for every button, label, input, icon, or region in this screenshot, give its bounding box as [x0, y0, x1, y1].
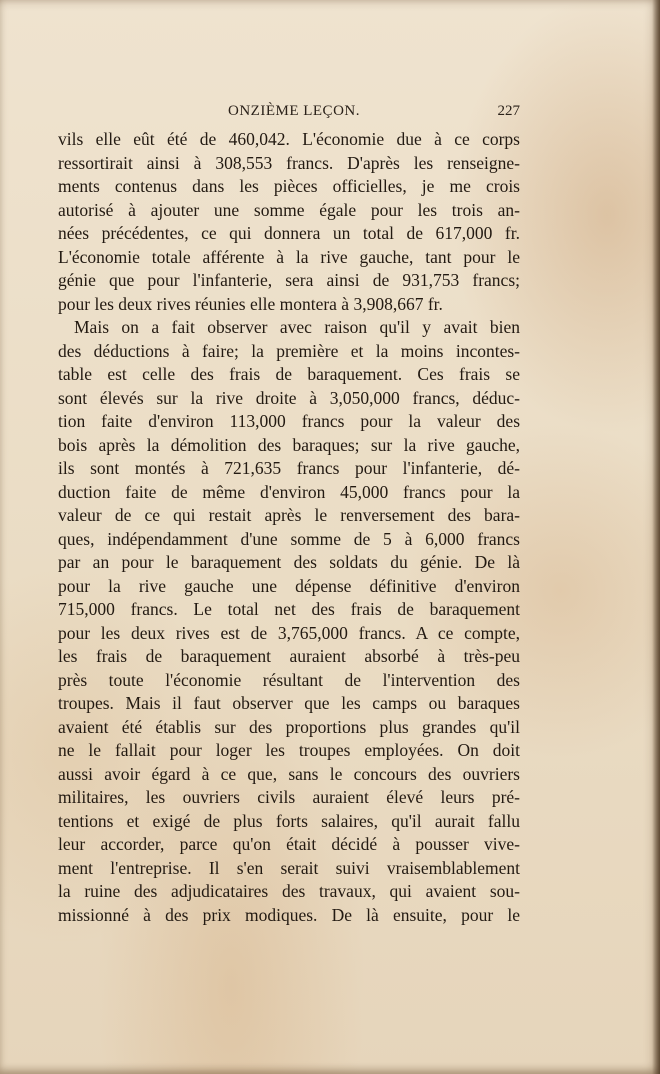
text-line: ne le fallait pour loger les troupes employées. On doit	[58, 740, 520, 760]
text-line: ques, indépendamment d'une somme de 5 à 6,000 francs	[58, 528, 520, 549]
text-line: ressortirait ainsi à 308,553 francs. D'après les renseigne-	[58, 152, 520, 173]
page-number: 227	[497, 103, 520, 119]
text-line: valeur de ce qui restait après le renversement des bara-	[58, 505, 520, 525]
text-line: génie que pour l'infanterie, sera ainsi de 931,753 francs;	[58, 270, 520, 290]
text-line: des déductions à faire; la première et la moins incontes-	[58, 340, 520, 361]
text-line: pour la rive gauche une dépense définitive d'environ	[58, 575, 520, 596]
text-line: les frais de baraquement auraient absorbé à très-peu	[58, 646, 520, 666]
body-text	[58, 128, 520, 927]
page-edge-shadow	[652, 0, 660, 1074]
text-line: duction faite de même d'environ 45,000 francs pour la	[58, 481, 520, 502]
text-line: autorisé à ajouter une somme égale pour les trois an-	[58, 199, 520, 220]
text-line: ments contenus dans les pièces officielles, je me crois	[58, 176, 520, 196]
page-header	[58, 103, 520, 125]
text-line: près toute l'économie résultant de l'intervention des	[58, 669, 520, 690]
text-line: L'économie totale afférente à la rive gauche, tant pour le	[58, 246, 520, 267]
text-line: par an pour le baraquement des soldats du génie. De là	[58, 552, 520, 572]
running-title: ONZIÈME LEÇON.	[228, 103, 360, 119]
text-line: ment l'entreprise. Il s'en serait suivi vraisemblablement	[58, 857, 520, 878]
text-line: table est celle des frais de baraquement. Ces frais se	[58, 364, 520, 384]
text-line: pour les deux rives réunies elle montera à 3,908,667 fr.	[58, 293, 443, 314]
text-line: nées précédentes, ce qui donnera un total de 617,000 fr.	[58, 223, 520, 243]
text-line: leur accorder, parce qu'on était décidé à pousser vive-	[58, 834, 520, 854]
text-line: la ruine des adjudicataires des travaux, qui avaient sou-	[58, 881, 520, 901]
text-line: pour les deux rives est de 3,765,000 francs. A ce compte,	[58, 622, 520, 643]
text-line: sont élevés sur la rive droite à 3,050,000 francs, déduc-	[58, 387, 520, 408]
text-line: troupes. Mais il faut observer que les camps ou baraques	[58, 693, 520, 713]
text-line: aussi avoir égard à ce que, sans le concours des ouvriers	[58, 763, 520, 784]
text-line: 715,000 francs. Le total net des frais de baraquement	[58, 599, 520, 619]
text-line: bois après la démolition des baraques; sur la rive gauche,	[58, 434, 520, 455]
text-line: avaient été établis sur des proportions plus grandes qu'il	[58, 716, 520, 737]
text-line: tion faite d'environ 113,000 francs pour la valeur des	[58, 411, 520, 431]
text-line: vils elle eût été de 460,042. L'économie due à ce corps	[58, 129, 520, 149]
text-line: Mais on a fait observer avec raison qu'il y avait bien	[74, 317, 520, 337]
text-line: tentions et exigé de plus forts salaires, qu'il aurait fallu	[58, 810, 520, 831]
text-line: missionné à des prix modiques. De là ensuite, pour le	[58, 904, 520, 925]
text-line: ils sont montés à 721,635 francs pour l'infanterie, dé-	[58, 458, 520, 478]
text-line: militaires, les ouvriers civils auraient élevé leurs pré-	[58, 787, 520, 807]
